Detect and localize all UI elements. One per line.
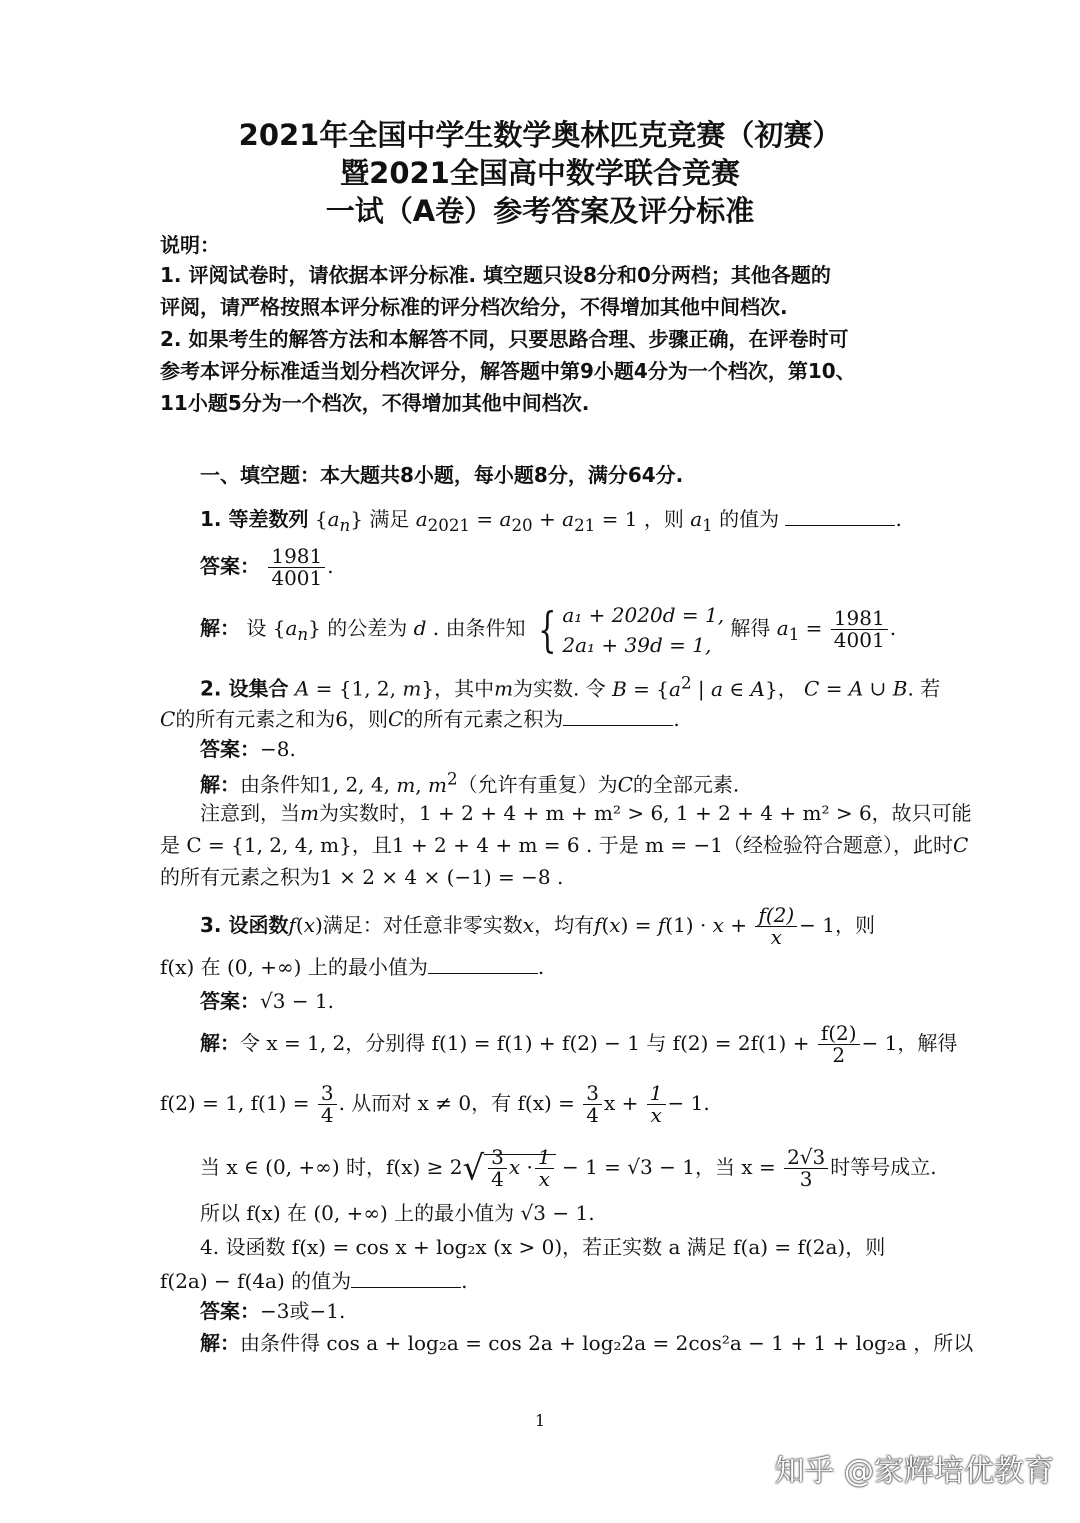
problem-1-question: 1. 等差数列 $\{a_n\}$ 满足 $a_{2021} = a_{20} + a_{21} = 1$ ，则 $a_1$ 的值为 . (200, 507, 902, 535)
problem-2-text-e: . 若 (907, 676, 941, 701)
problem-2-question-line-2: C的所有元素之和为6，则C的所有元素之积为 . (160, 707, 680, 731)
solution-text-b: （允许有重复）为 (457, 772, 618, 797)
notes-line-5: 11小题5分为一个档次，不得增加其他中间档次. (160, 391, 590, 415)
solution-text-e: 为实数时，1 + 2 + 4 + m + m² > 6, 1 + 2 + 4 + m² > 6，故只可能 (318, 801, 972, 825)
fraction-numerator: 3 (488, 1147, 507, 1169)
solution-text-a: 令 x = 1, 2，分别得 f(1) = f(1) + f(2) − 1 与 f(2) = 2f(1) + (240, 1031, 810, 1055)
fraction-numerator: 3 (318, 1083, 337, 1105)
problem-1-text-c: ，则 (643, 507, 684, 531)
solution-numerator: 1981 (831, 608, 888, 630)
problem-3-question-line-2: f(x) 在 (0, +∞) 上的最小值为 . (160, 955, 545, 979)
answer-label: 答案： (200, 989, 260, 1013)
solution-text-f: − 1. (667, 1091, 710, 1115)
solution-text-h: − 1 = √3 − 1，当 x = (561, 1155, 776, 1179)
problem-2-solution-line-4 (160, 864, 563, 890)
problem-3-text-e: f(x) 在 (0, +∞) 上的最小值为 (160, 955, 428, 979)
notes-line-1: 1. 评阅试卷时，请依据本评分标准. 填空题只设8分和0分两档；其他各题的 (160, 263, 831, 287)
problem-3-text-c: ，均有 (534, 913, 595, 937)
solution-text-a: 设 (246, 616, 267, 640)
answer-numerator: 1981 (268, 546, 325, 568)
fraction-denominator: x (770, 925, 782, 949)
fraction-numerator: 1 (647, 1083, 666, 1105)
system-equation-1: a₁ + 2020d = 1, (562, 602, 725, 627)
fraction-numerator: 2√3 (784, 1147, 828, 1169)
problem-2-text-f: 的所有元素之和为6，则 (175, 707, 389, 731)
solution-label: 解： (200, 1031, 240, 1055)
answer-value: √3 − 1. (260, 989, 335, 1013)
problem-2-answer (200, 736, 296, 762)
problem-2-solution-line-2: 注意到，当m为实数时，1 + 2 + 4 + m + m² > 6, 1 + 2 + 4 + m² > 6，故只可能 (200, 801, 972, 825)
problem-4-question-line-2: f(2a) − f(4a) 的值为 . (160, 1269, 468, 1293)
solution-text-a: 由条件得 cos a + log₂a = cos 2a + log₂2a = 2cos²a − 1 + 1 + log₂a ，所以 (240, 1331, 974, 1355)
solution-label: 解： (200, 1331, 240, 1355)
problem-3-text-d: − 1，则 (799, 913, 876, 937)
solution-text-d: 注意到，当 (200, 801, 300, 825)
fraction-numerator: f(2) (755, 905, 797, 927)
solution-text-j: 所以 f(x) 在 (0, +∞) 上的最小值为 √3 − 1. (200, 1201, 595, 1225)
problem-3-answer (200, 988, 334, 1014)
system-equation-2: 2a₁ + 39d = 1, (562, 632, 712, 657)
fraction-denominator: x (538, 1167, 550, 1191)
problem-4-text-b: f(2a) − f(4a) 的值为 (160, 1269, 352, 1293)
problem-2-question-line-1: 2. 设集合 A = {1, 2, m}，其中m为实数. 令 $B = \{a^2$ | a ∈ A}， C = A ∪ B. 若 (200, 673, 941, 701)
solution-text-c: . 由条件知 (432, 616, 526, 640)
page-number: 1 (535, 1411, 546, 1430)
problem-3-number: 3. 设函数 (200, 913, 289, 937)
notes-line-2: 评阅，请严格按照本评分标准的评分档次给分，不得增加其他中间档次. (160, 295, 788, 319)
answer-blank (563, 707, 673, 726)
solution-text-f: 是 C = {1, 2, 4, m}，且1 + 2 + 4 + m = 6 . 于是 m = −1（经检验符合题意），此时 (160, 833, 953, 857)
problem-3-question-line-1: 3. 设函数f(x)满足：对任意非零实数x，均有f(x) = f(1) · x + $\frac{f(2)}{x}$ − 1，则 (200, 903, 876, 949)
solution-label: 解： (200, 616, 240, 640)
problem-4-solution-line-1 (200, 1330, 973, 1356)
answer-blank (785, 507, 895, 526)
notes-label: 说明： (160, 233, 220, 257)
problem-1-text-b: 满足 (369, 507, 410, 531)
answer-label: 答案： (200, 737, 260, 761)
fraction-denominator: 4 (320, 1103, 334, 1127)
problem-3-solution-line-3: 当 x ∈ (0, +∞) 时，f(x) ≥ 2√ $\frac{3}{4}$ x · $\frac{1}{x}$ − 1 = √3 − 1，当 x = $\frac{2√3}{3}$ 时等号成立. (200, 1145, 937, 1191)
fraction-denominator: 2 (832, 1043, 846, 1067)
fraction-denominator: x (650, 1103, 662, 1127)
problem-4-answer (200, 1298, 345, 1324)
solution-text-d: 解得 (730, 616, 771, 640)
problem-3-solution-line-2 (160, 1078, 710, 1128)
answer-value: −3或−1. (260, 1299, 346, 1323)
problem-2-text-g: 的所有元素之积为 (403, 707, 564, 731)
solution-text-c: 的全部元素. (632, 772, 740, 797)
problem-2-solution-line-3: 是 C = {1, 2, 4, m}，且1 + 2 + 4 + m = 6 . 于是 m = −1（经检验符合题意），此时C (160, 833, 969, 857)
problem-4-text-a: 4. 设函数 f(x) = cos x + log₂x (x > 0)，若正实数 a 满足 f(a) = f(2a)，则 (200, 1235, 886, 1259)
problem-2-text-b: ，其中 (434, 676, 495, 701)
fraction-numerator: f(2) (818, 1023, 860, 1045)
problem-1-answer: 答案： $\frac{1981}{4001}$ . (200, 544, 334, 590)
problem-2-text-c: 为实数. 令 (513, 676, 606, 701)
solution-text-g: 当 x ∈ (0, +∞) 时，f(x) ≥ 2 (200, 1155, 463, 1179)
fraction-numerator: 3 (583, 1083, 602, 1105)
fraction-numerator: 1 (535, 1147, 554, 1169)
problem-1-number: 1. 等差数列 (200, 507, 309, 531)
problem-2-text-d: ， (777, 676, 798, 701)
answer-blank (351, 1269, 461, 1288)
solution-text-e: x + (604, 1091, 639, 1115)
solution-denominator: 4001 (833, 628, 885, 652)
answer-value: −8. (260, 737, 296, 761)
answer-denominator: 4001 (271, 566, 323, 590)
solution-text-c: f(2) = 1, f(1) = (160, 1091, 310, 1115)
notes-line-4: 参考本评分标准适当划分档次评分，解答题中第9小题4分为一个档次，第10、 (160, 359, 856, 383)
problem-4-question-line-1 (200, 1234, 885, 1260)
solution-text-b: − 1，解得 (861, 1031, 958, 1055)
problem-2-solution-line-1: 解：由条件知1, 2, 4, m, $m^2$（允许有重复）为C的全部元素. (200, 769, 740, 797)
watermark: 知乎 @家辉培优教育 (774, 1454, 1054, 1489)
problem-3-solution-line-1 (200, 1018, 957, 1068)
solution-text-i: 时等号成立. (830, 1155, 937, 1179)
problem-3-text-b: 满足：对任意非零实数 (322, 913, 523, 937)
problem-1-text-d: 的值为 (719, 507, 780, 531)
solution-text-g: 的所有元素之积为1 × 2 × 4 × (−1) = −8 . (160, 865, 564, 889)
fraction-denominator: 3 (799, 1167, 813, 1191)
solution-text-d: . 从而对 x ≠ 0，有 f(x) = (338, 1091, 575, 1115)
problem-2-number: 2. 设集合 (200, 676, 289, 701)
doc-title-line-1: 2021年全国中学生数学奥林匹克竞赛（初赛） (238, 118, 842, 152)
section-1-heading: 一、填空题：本大题共8小题，每小题8分，满分64分. (200, 463, 684, 487)
answer-label: 答案： (200, 554, 260, 578)
solution-text-b: 的公差为 (327, 616, 408, 640)
solution-label: 解： (200, 772, 240, 797)
fraction-denominator: 4 (586, 1103, 599, 1127)
answer-label: 答案： (200, 1299, 260, 1323)
notes-line-3: 2. 如果考生的解答方法和本解答不同，只要思路合理、步骤正确，在评卷时可 (160, 327, 849, 351)
doc-title-line-2: 暨2021全国高中数学联合竞赛 (340, 156, 740, 190)
fraction-denominator: 4 (491, 1167, 504, 1191)
doc-title-line-3: 一试（A卷）参考答案及评分标准 (325, 194, 755, 228)
problem-3-solution-line-4 (200, 1200, 595, 1226)
solution-text-a: 由条件知1, 2, 4, (240, 772, 397, 797)
answer-blank (428, 955, 538, 974)
problem-1-solution: 解： 设 $\{a_n\}$ 的公差为 d . 由条件知 { a₁ + 2020d = 1, 2a₁ + 39d = 1, 解得 $a_1$ = $\frac{1981}{4001}$ . (200, 601, 897, 658)
